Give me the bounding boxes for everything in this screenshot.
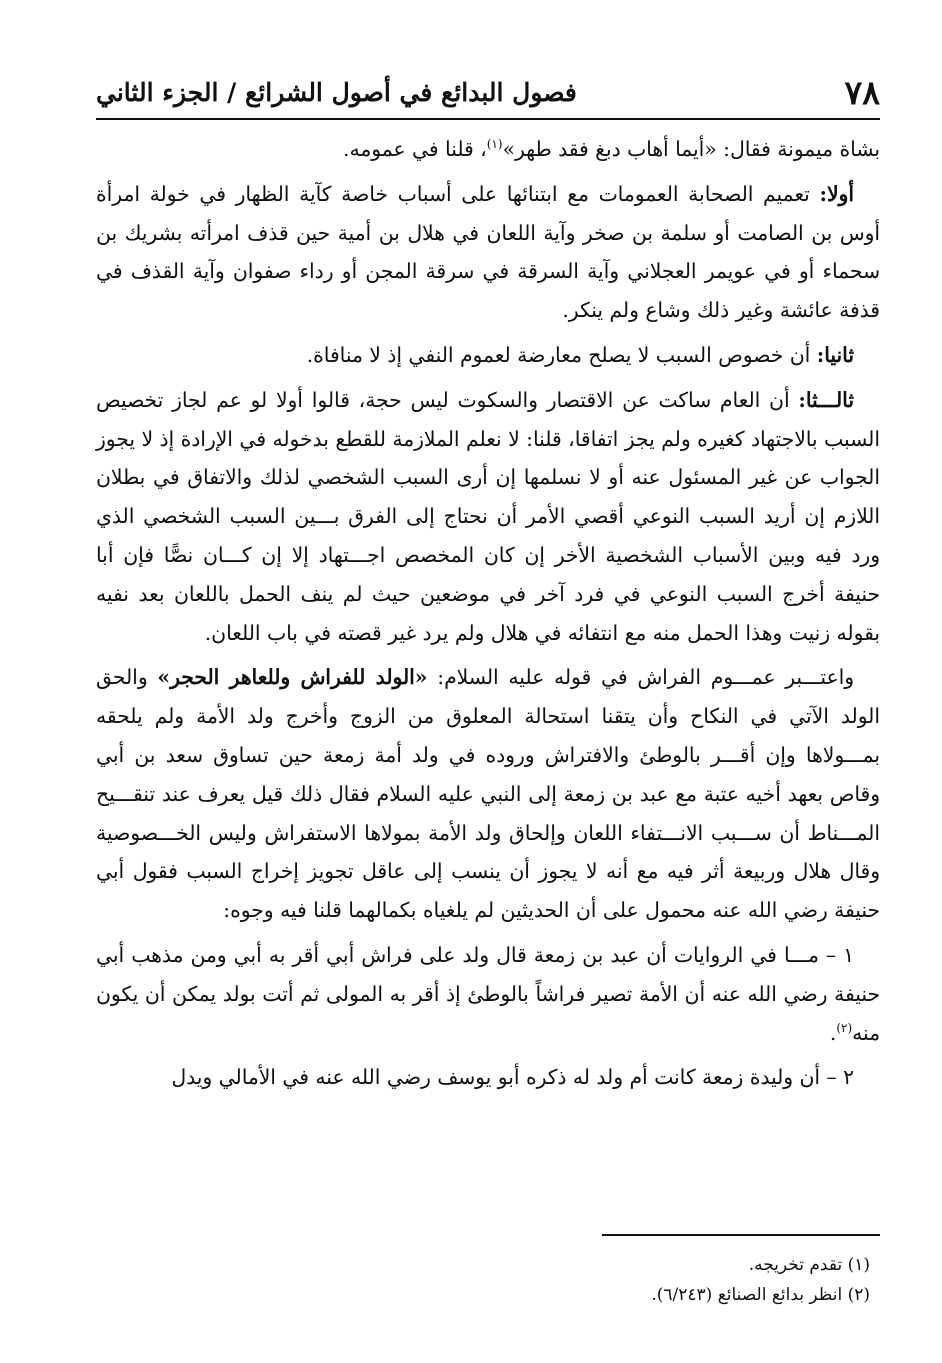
paragraph-3 — [96, 336, 880, 375]
list-item-2 — [96, 1058, 880, 1097]
footnote-2: (٢) انظر بدائع الصنائع (٦/٢٤٣). — [651, 1285, 870, 1305]
paragraph-2-lead: أولا: — [819, 181, 854, 206]
paragraph-1-text: بشاة ميمونة فقال: «أيما أهاب دبغ فقد طهر» — [502, 137, 880, 161]
paragraph-4-lead: ثالـــثا: — [798, 387, 854, 412]
paragraph-2-text: تعميم الصحابة العمومات مع ابتنائها على أسباب خاصة كآية الظهار في خولة امرأة أوس بن الصامت أو سلمة بن صخر وآية اللعان في هلال بن أمية حين قذف امرأته بشريك بن سحماء أو في عويمر العجلاني وآية السرقة في سرقة المجن أو رداء صفوان وآية القذف في قذفة عائشة وغير ذلك وشاع ولم ينكر. — [96, 181, 880, 323]
paragraph-5-text: واعتـــبر عمـــوم الفراش في قوله عليه السلام: — [427, 665, 854, 690]
footnotes — [96, 1250, 870, 1310]
paragraph-5 — [96, 658, 880, 930]
paragraph-3-lead: ثانيا: — [816, 342, 854, 367]
list-item-1-tail: . — [829, 1020, 837, 1045]
paragraph-2 — [96, 175, 880, 330]
paragraph-1 — [96, 130, 880, 169]
list-item-2-text: ٢ – أن وليدة زمعة كانت أم ولد له ذكره أبو يوسف رضي الله عنه في الأمالي ويدل — [171, 1065, 854, 1090]
paragraph-4 — [96, 381, 880, 653]
paragraph-3-text: أن خصوص السبب لا يصلح معارضة لعموم النفي إذ لا منافاة. — [306, 342, 817, 367]
footnote-ref-2: (٢) — [836, 1020, 853, 1035]
running-head: فصول البدائع في أصول الشرائع / الجزء الثاني — [96, 77, 577, 107]
footnote-ref-1: (١) — [486, 137, 503, 152]
main-text — [96, 130, 880, 1103]
footnote-1: (١) تقدم تخريجه. — [748, 1255, 870, 1275]
hadith-quote: «الولد للفراش وللعاهر الحجر» — [157, 665, 428, 690]
list-item-1 — [96, 936, 880, 1052]
footnote-divider — [602, 1234, 880, 1236]
paragraph-4-text: أن العام ساكت عن الاقتصار والسكوت ليس حجة، قالوا أولا لو عم لجاز تخصيص السبب بالاجتهاد كغيره ولم يجز اتفاقا، قلنا: لا نعلم الملازمة للقطع بدخوله في الإرادة إذ لا يجوز الجواب عن غير المسئول عنه أو لا نسلمها إن أرى السبب الشخصي لذلك والاتفاق في بطلان اللازم إن أريد السبب النوعي أقصي الأمر أن نحتاج إلى الفرق بـــين السبب الشخصي الذي ورد فيه وبين الأسباب الشخصية الأخر إن كان المخصص اجـــتهاد إلا إن كـــان نصًّا فإن أبا حنيفة أخرج السبب النوعي في فرد آخر في موضعين حيث لم ينف الحمل باللعان بعد نفيه بقوله زنيت وهذا الحمل منه مع انتفائه في هلال ولم يرد غير قصته في باب اللعان. — [96, 387, 880, 645]
paragraph-5-tail: والحق الولد الآتي في النكاح وأن يتقنا استحالة المعلوق من الزوج وأخرج ولد الأمة ولم يلحقه بمـــولاها وإن أقـــر بالوطئ والافتراش وروده في ولد أمة زمعة حين تساوق سعد بن أبي وقاص بعهد أخيه عتبة مع عبد بن زمعة إلى النبي عليه السلام فقال ذلك قيل يعرف عند تنقـــيح المـــناط أن ســـبب الانـــتفاء اللعان وإلحاق ولد الأمة بمولاها الاستفراش وليس الخـــصوصية وقال هلال وربيعة أثر فيه مع أنه لا يجوز أن ينسب إلى عاقل تجويز إخراج السبب فقول أبي حنيفة رضي الله عنه محمول على أن الحديثين لم يلغياه بكمالهما قلنا فيه وجوه: — [96, 665, 880, 923]
page-number: ٧٨ — [844, 72, 880, 112]
list-item-1-text: ١ – مـــا في الروايات أن عبد بن زمعة قال ولد على فراش أبي أقر به أبي ومن مذهب أبي حنيفة رضي الله عنه أن الأمة تصير فراشاً بالوطئ إذ أقر به المولى ثم أتت بولد يمكن أن يكون منه — [96, 942, 880, 1045]
paragraph-1-tail: ، قلنا في عمومه. — [343, 137, 487, 161]
page-header — [96, 66, 880, 120]
